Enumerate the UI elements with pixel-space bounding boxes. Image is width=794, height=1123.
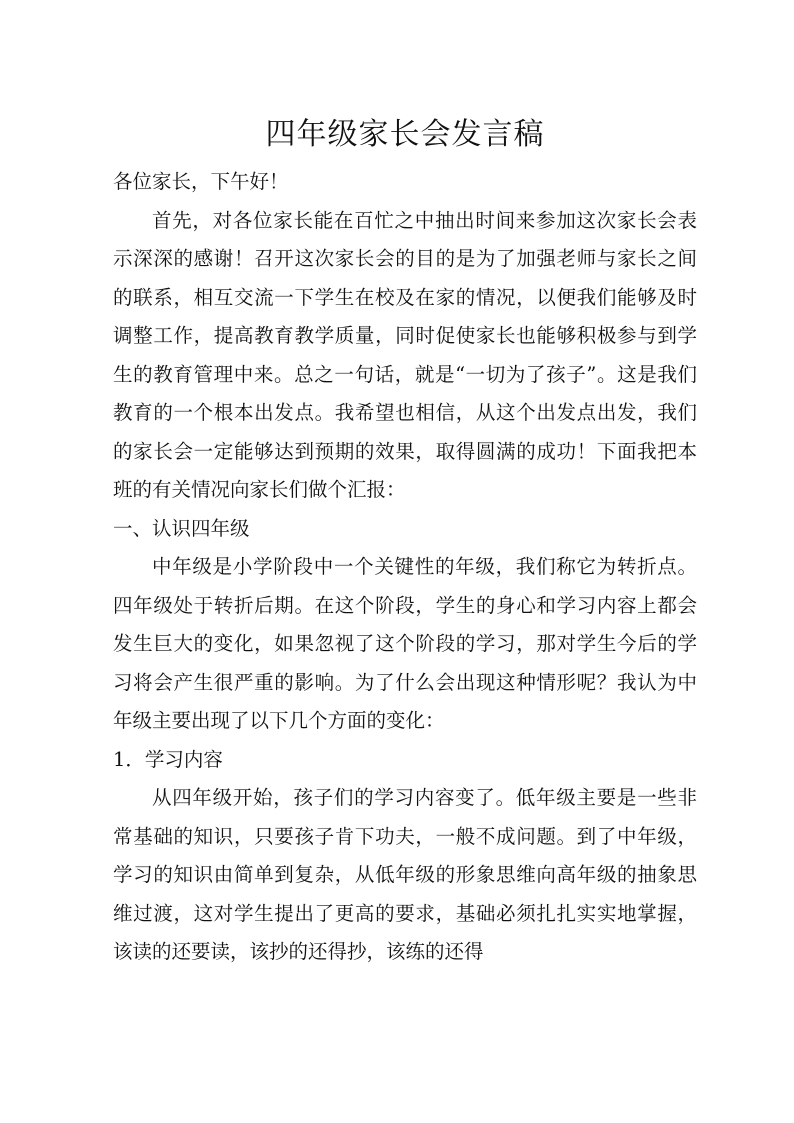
paragraph-section-1: 中年级是小学阶段中一个关键性的年级，我们称它为转折点。四年级处于转折后期。在这个阶段，学生的身心和学习内容上都会发生巨大的变化，如果忽视了这个阶段的学习，那对学生今后的学习将会产生很严重的影响。为了什么会出现这种情形呢？我认为中年级主要出现了以下几个方面的变化：	[113, 555, 697, 732]
section-heading-1: 一、认识四年级	[113, 516, 250, 540]
document-body	[113, 163, 697, 972]
subsection-heading-1: 1．学习内容	[113, 747, 223, 771]
document-title: 四年级家长会发言稿	[265, 117, 545, 152]
paragraph-subsection-1: 从四年级开始，孩子们的学习内容变了。低年级主要是一些非常基础的知识，只要孩子肯下功夫，一般不成问题。到了中年级，学习的知识由简单到复杂，从低年级的形象思维向高年级的抽象思维过渡，这对学生提出了更高的要求，基础必须扎扎实实地掌握，该读的还要读，该抄的还得抄，该练的还得	[113, 786, 697, 963]
paragraph-intro: 首先，对各位家长能在百忙之中抽出时间来参加这次家长会表示深深的感谢！召开这次家长会的目的是为了加强老师与家长之间的联系，相互交流一下学生在校及在家的情况，以便我们能够及时调整工作，提高教育教学质量，同时促使家长也能够积极参与到学生的教育管理中来。总之一句话，就是“一切为了孩子”。这是我们教育的一个根本出发点。我希望也相信，从这个出发点出发，我们的家长会一定能够达到预期的效果，取得圆满的成功！下面我把本班的有关情况向家长们做个汇报：	[113, 208, 697, 501]
greeting: 各位家长，下午好！	[113, 170, 289, 193]
